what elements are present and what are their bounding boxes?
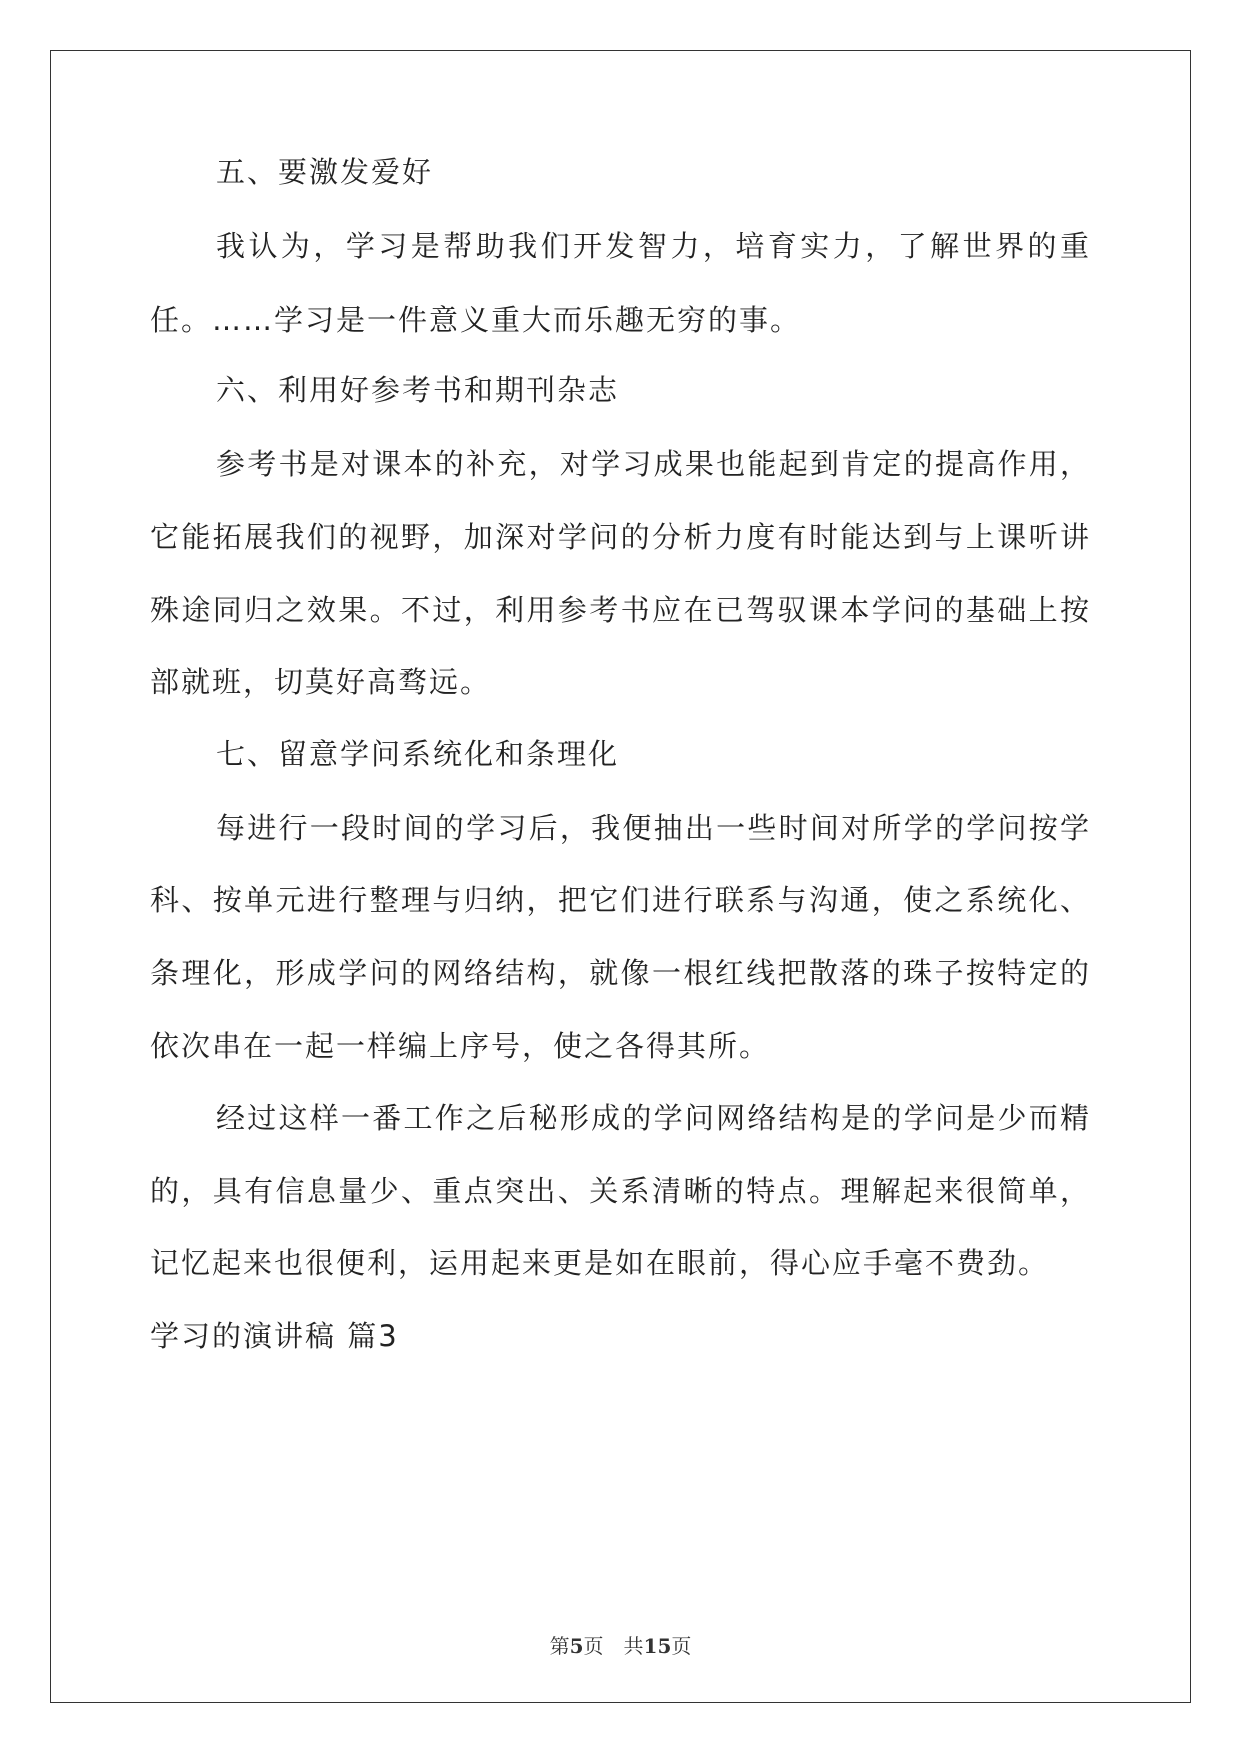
paragraph-line: 任。……学习是一件意义重大而乐趣无穷的事。 bbox=[150, 303, 802, 337]
paragraph-line: 的，具有信息量少、重点突出、关系清晰的特点。理解起来很简单， bbox=[150, 1174, 1091, 1208]
paragraph-line: 我认为，学习是帮助我们开发智力，培育实力，了解世界的重 bbox=[216, 229, 1091, 263]
paragraph-line: 科、按单元进行整理与归纳，把它们进行联系与沟通，使之系统化、 bbox=[150, 883, 1091, 917]
page-border bbox=[50, 50, 1191, 1703]
paragraph-line: 依次串在一起一样编上序号，使之各得其所。 bbox=[150, 1029, 771, 1063]
paragraph-line: 殊途同归之效果。不过，利用参考书应在已驾驭课本学问的基础上按 bbox=[150, 593, 1091, 627]
page-footer bbox=[0, 1630, 1241, 1659]
footer-prefix: 第 bbox=[549, 1634, 570, 1658]
paragraph-line: 它能拓展我们的视野，加深对学问的分析力度有时能达到与上课听讲 bbox=[150, 520, 1091, 554]
paragraph-line: 记忆起来也很便利，运用起来更是如在眼前，得心应手毫不费劲。 bbox=[150, 1246, 1050, 1280]
footer-suffix: 页 bbox=[671, 1634, 692, 1658]
paragraph-line: 参考书是对课本的补充，对学习成果也能起到肯定的提高作用， bbox=[216, 447, 1091, 481]
paragraph-line: 每进行一段时间的学习后，我便抽出一些时间对所学的学问按学 bbox=[216, 811, 1091, 845]
paragraph-line: 条理化，形成学问的网络结构，就像一根红线把散落的珠子按特定的 bbox=[150, 956, 1091, 990]
section-heading-7: 七、留意学问系统化和条理化 bbox=[216, 737, 620, 771]
footer-middle: 页 共 bbox=[583, 1634, 644, 1658]
total-page-count: 15 bbox=[643, 1634, 672, 1658]
article-title: 学习的演讲稿 篇3 bbox=[150, 1319, 399, 1353]
section-heading-6: 六、利用好参考书和期刊杂志 bbox=[216, 373, 620, 407]
section-heading-5: 五、要激发爱好 bbox=[216, 155, 434, 189]
current-page-number: 5 bbox=[569, 1634, 584, 1658]
paragraph-line: 经过这样一番工作之后秘形成的学问网络结构是的学问是少而精 bbox=[216, 1101, 1091, 1135]
paragraph-line: 部就班，切莫好高骛远。 bbox=[150, 665, 492, 699]
